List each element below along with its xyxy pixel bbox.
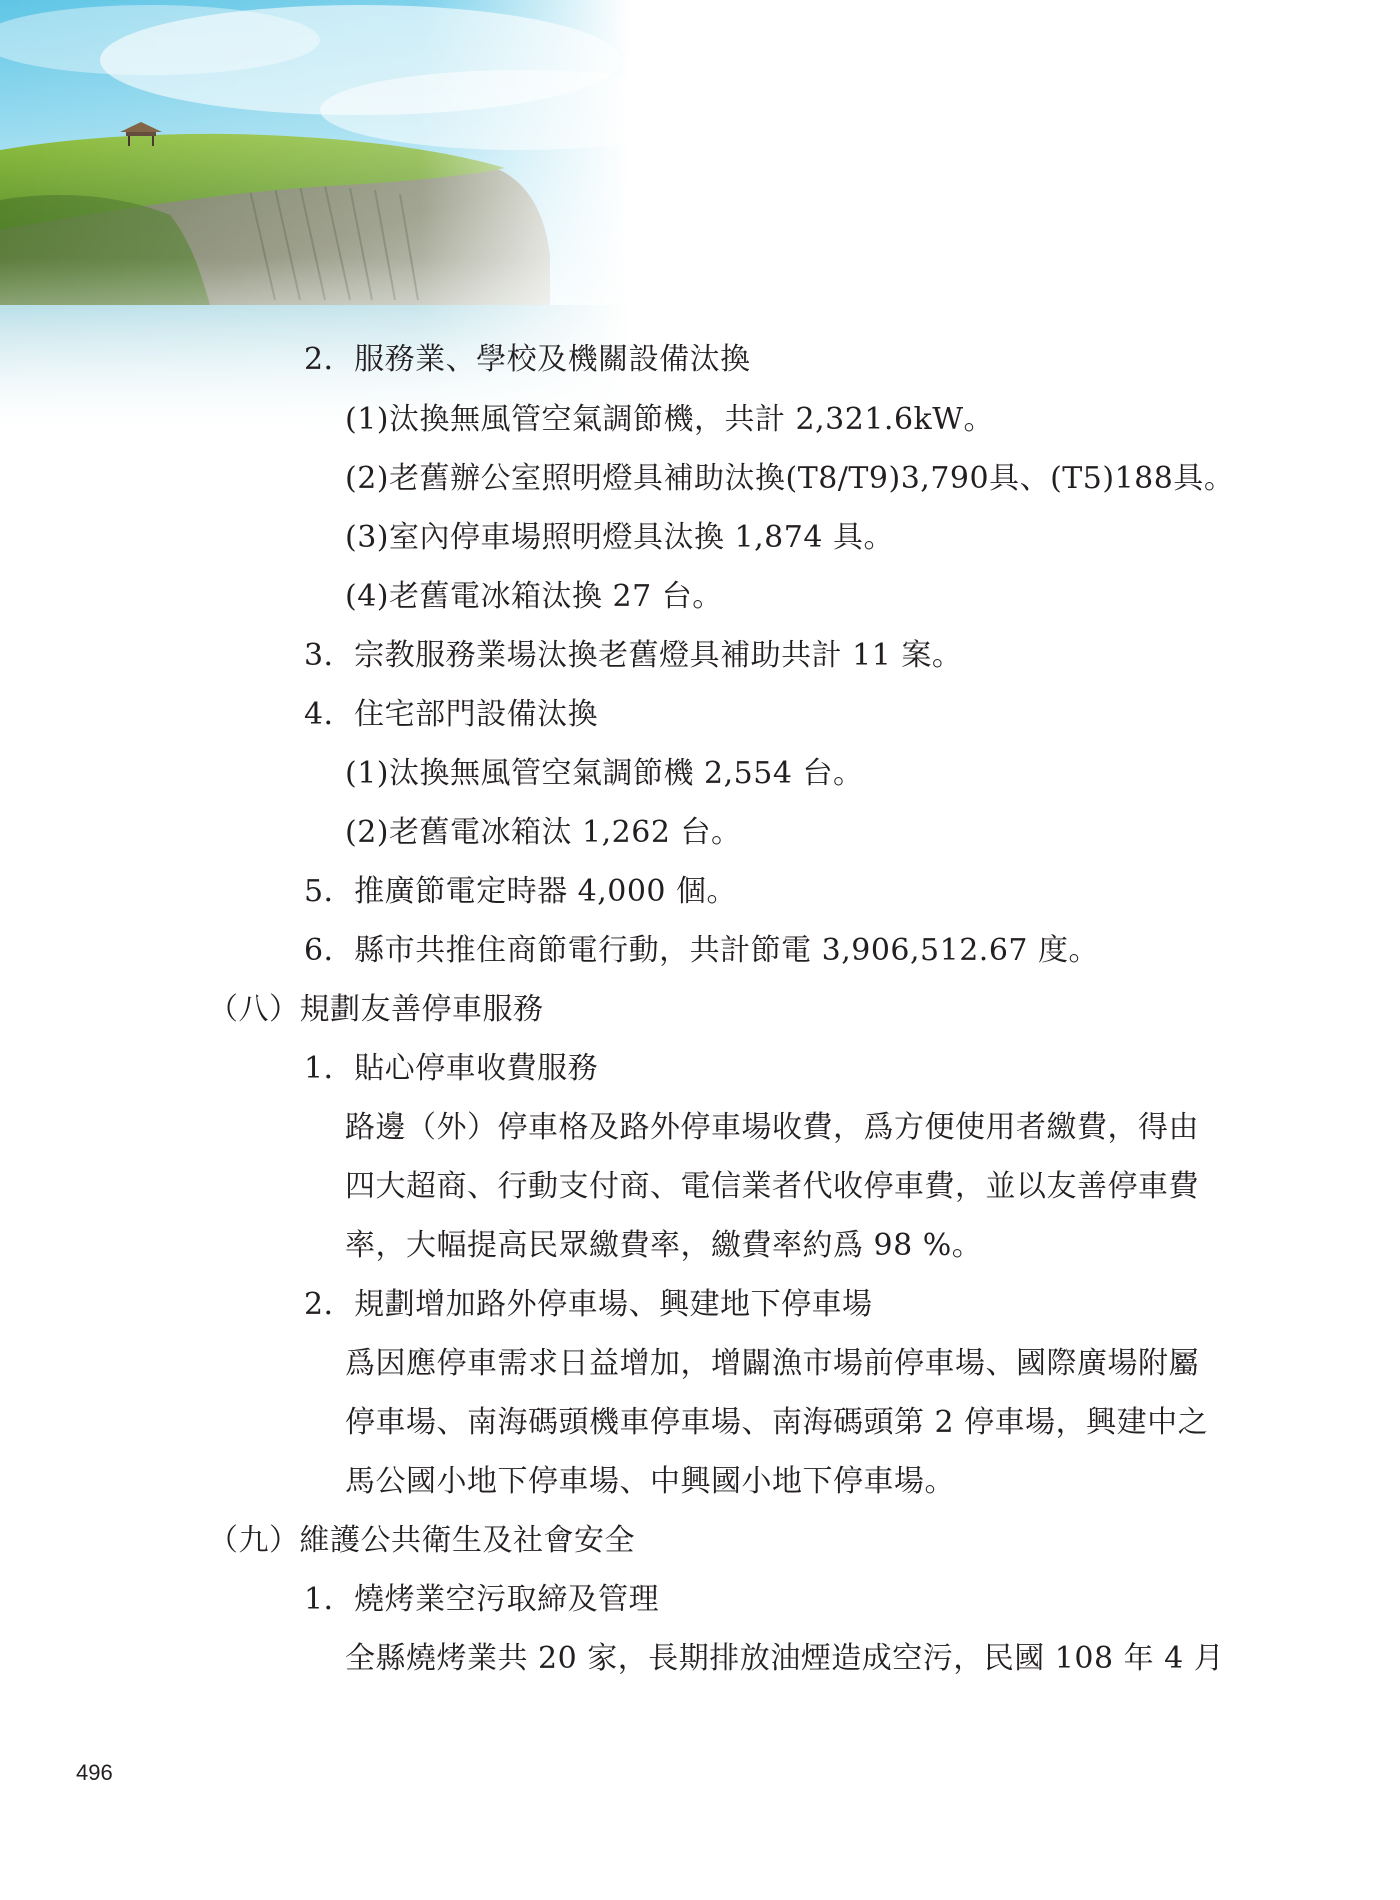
page-number: 496 — [76, 1760, 113, 1785]
list-item-heading: 6．縣市共推住商節電行動，共計節電 3,906,512.67 度。 — [304, 933, 1100, 968]
paragraph-line: 四大超商、行動支付商、電信業者代收停車費，並以友善停車費 — [345, 1169, 1199, 1204]
list-item-heading: 5．推廣節電定時器 4,000 個。 — [304, 874, 738, 909]
section-heading: （九）維護公共衛生及社會安全 — [208, 1523, 635, 1558]
list-item: (1)汰換無風管空氣調節機 2,554 台。 — [345, 756, 864, 791]
list-item-heading: 2．規劃增加路外停車場、興建地下停車場 — [304, 1287, 873, 1322]
list-item: (1)汰換無風管空氣調節機，共計 2,321.6kW。 — [345, 402, 995, 437]
list-item-heading: 4．住宅部門設備汰換 — [304, 697, 599, 732]
paragraph-line: 爲因應停車需求日益增加，增闢漁市場前停車場、國際廣場附屬 — [345, 1346, 1199, 1381]
list-item: (2)老舊辦公室照明燈具補助汰換(T8/T9)3,790具、(T5)188具。 — [345, 461, 1235, 496]
list-item: (2)老舊電冰箱汰 1,262 台。 — [345, 815, 742, 850]
section-heading: （八）規劃友善停車服務 — [208, 992, 544, 1027]
paragraph-line: 全縣燒烤業共 20 家，長期排放油煙造成空污，民國 108 年 4 月 — [345, 1641, 1225, 1676]
list-item: (3)室內停車場照明燈具汰換 1,874 具。 — [345, 520, 894, 555]
paragraph-line: 率，大幅提高民眾繳費率，繳費率約爲 98 %。 — [345, 1228, 983, 1263]
paragraph-line: 路邊（外）停車格及路外停車場收費，爲方便使用者繳費，得由 — [345, 1110, 1199, 1145]
list-item-heading: 1．貼心停車收費服務 — [304, 1051, 599, 1086]
list-item: (4)老舊電冰箱汰換 27 台。 — [345, 579, 723, 614]
paragraph-line: 停車場、南海碼頭機車停車場、南海碼頭第 2 停車場，興建中之 — [345, 1405, 1209, 1440]
list-item-heading: 3．宗教服務業場汰換老舊燈具補助共計 11 案。 — [304, 638, 963, 673]
paragraph-line: 馬公國小地下停車場、中興國小地下停車場。 — [345, 1464, 955, 1499]
list-item-heading: 1．燒烤業空污取締及管理 — [304, 1582, 660, 1617]
list-item-heading: 2．服務業、學校及機關設備汰換 — [304, 342, 751, 377]
